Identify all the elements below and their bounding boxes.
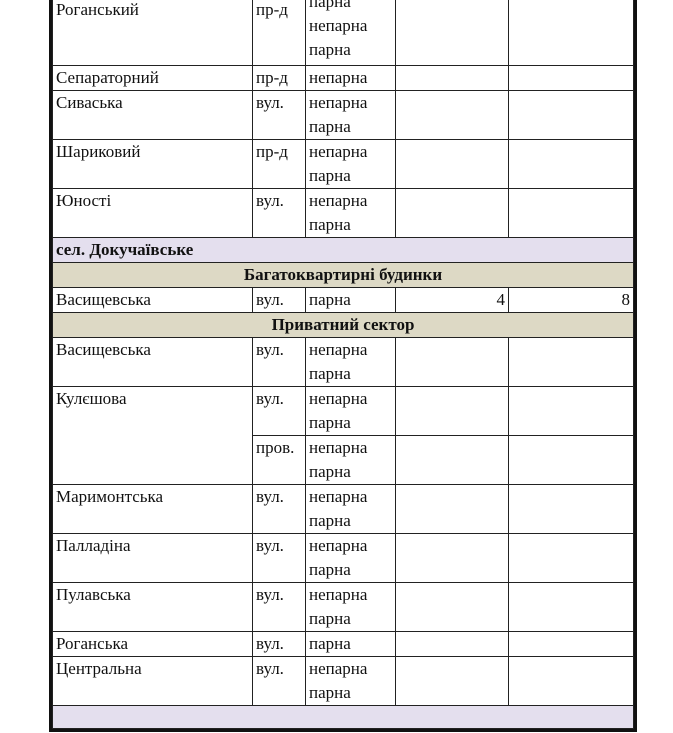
house-from [396, 485, 509, 534]
table-row [53, 338, 634, 387]
parity-cell [306, 485, 396, 534]
street-name: Пулавська [53, 583, 253, 632]
parity-value: непарна [309, 487, 368, 506]
empty-cell [53, 706, 634, 729]
street-type: вул. [253, 338, 306, 387]
house-from [396, 387, 509, 436]
house-to [509, 91, 634, 140]
house-from [396, 534, 509, 583]
street-type: пров. [253, 436, 306, 485]
house-from [396, 436, 509, 485]
street-name: Сиваська [53, 91, 253, 140]
street-type: вул. [253, 657, 306, 706]
street-type: вул. [253, 387, 306, 436]
parity-cell [306, 189, 396, 238]
table-row [53, 583, 634, 632]
table-row [53, 657, 634, 706]
street-name: Палладіна [53, 534, 253, 583]
house-from [396, 632, 509, 657]
house-from: 4 [396, 288, 509, 313]
table-row [53, 140, 634, 189]
parity-cell [306, 66, 396, 91]
table-row [53, 66, 634, 91]
parity-value: парна [309, 413, 351, 432]
parity-cell [306, 583, 396, 632]
street-name: Васищевська [53, 338, 253, 387]
empty-row [53, 706, 634, 729]
parity-value: парна [309, 215, 351, 234]
parity-value: непарна [309, 438, 368, 457]
street-type: пр-д [253, 66, 306, 91]
parity-cell [306, 288, 396, 313]
street-name: Кулєшова [53, 387, 253, 485]
street-name: Роганський [53, 0, 253, 66]
section-row [53, 238, 634, 263]
parity-cell [306, 338, 396, 387]
street-name: Юності [53, 189, 253, 238]
house-from [396, 189, 509, 238]
street-type: вул. [253, 485, 306, 534]
subsection-label: Приватний сектор [53, 313, 634, 338]
subsection-row [53, 263, 634, 288]
subsection-row [53, 313, 634, 338]
parity-value: парна [309, 0, 351, 11]
parity-value: парна [309, 462, 351, 481]
street-type: вул. [253, 534, 306, 583]
house-to [509, 66, 634, 91]
house-from [396, 583, 509, 632]
street-name: Центральна [53, 657, 253, 706]
parity-cell [306, 534, 396, 583]
house-from [396, 338, 509, 387]
street-type: вул. [253, 583, 306, 632]
address-table-grid [52, 0, 634, 729]
parity-value: непарна [309, 585, 368, 604]
house-from [396, 91, 509, 140]
parity-cell [306, 657, 396, 706]
table-row [53, 387, 634, 436]
parity-value: парна [309, 560, 351, 579]
house-from [396, 657, 509, 706]
house-to [509, 338, 634, 387]
house-to [509, 436, 634, 485]
table-row [53, 485, 634, 534]
house-to [509, 387, 634, 436]
parity-value: непарна [309, 389, 368, 408]
street-type: пр-д [253, 140, 306, 189]
parity-value: парна [309, 364, 351, 383]
street-name: Роганська [53, 632, 253, 657]
house-to [509, 140, 634, 189]
house-to [509, 657, 634, 706]
house-from [396, 66, 509, 91]
street-type: вул. [253, 632, 306, 657]
street-type: вул. [253, 91, 306, 140]
parity-value: парна [309, 290, 351, 309]
table-row [53, 91, 634, 140]
street-name: Шариковий [53, 140, 253, 189]
house-to: 8 [509, 288, 634, 313]
house-from [396, 0, 509, 66]
parity-value: парна [309, 166, 351, 185]
parity-cell [306, 91, 396, 140]
parity-value: непарна [309, 16, 368, 35]
street-type: пр-д [253, 0, 306, 66]
street-type: вул. [253, 288, 306, 313]
street-type: вул. [253, 189, 306, 238]
house-to [509, 632, 634, 657]
house-to [509, 0, 634, 66]
parity-cell [306, 140, 396, 189]
parity-cell [306, 387, 396, 436]
parity-cell [306, 0, 396, 66]
parity-value: непарна [309, 340, 368, 359]
parity-value: непарна [309, 536, 368, 555]
parity-value: непарна [309, 142, 368, 161]
parity-value: парна [309, 683, 351, 702]
parity-value: парна [309, 511, 351, 530]
parity-value: парна [309, 117, 351, 136]
address-table [49, 0, 637, 732]
house-to [509, 189, 634, 238]
table-row [53, 288, 634, 313]
street-name: Маримонтська [53, 485, 253, 534]
parity-cell [306, 632, 396, 657]
house-from [396, 140, 509, 189]
house-to [509, 485, 634, 534]
parity-value: парна [309, 40, 351, 59]
parity-value: непарна [309, 659, 368, 678]
subsection-label: Багатоквартирні будинки [53, 263, 634, 288]
parity-value: парна [309, 634, 351, 653]
table-row [53, 534, 634, 583]
parity-value: непарна [309, 68, 368, 87]
table-row [53, 189, 634, 238]
table-row [53, 0, 634, 66]
street-name: Сепараторний [53, 66, 253, 91]
parity-value: непарна [309, 93, 368, 112]
table-row [53, 632, 634, 657]
street-name: Васищевська [53, 288, 253, 313]
parity-value: непарна [309, 191, 368, 210]
house-to [509, 534, 634, 583]
parity-value: парна [309, 609, 351, 628]
house-to [509, 583, 634, 632]
section-label: сел. Докучаївське [53, 238, 634, 263]
parity-cell [306, 436, 396, 485]
